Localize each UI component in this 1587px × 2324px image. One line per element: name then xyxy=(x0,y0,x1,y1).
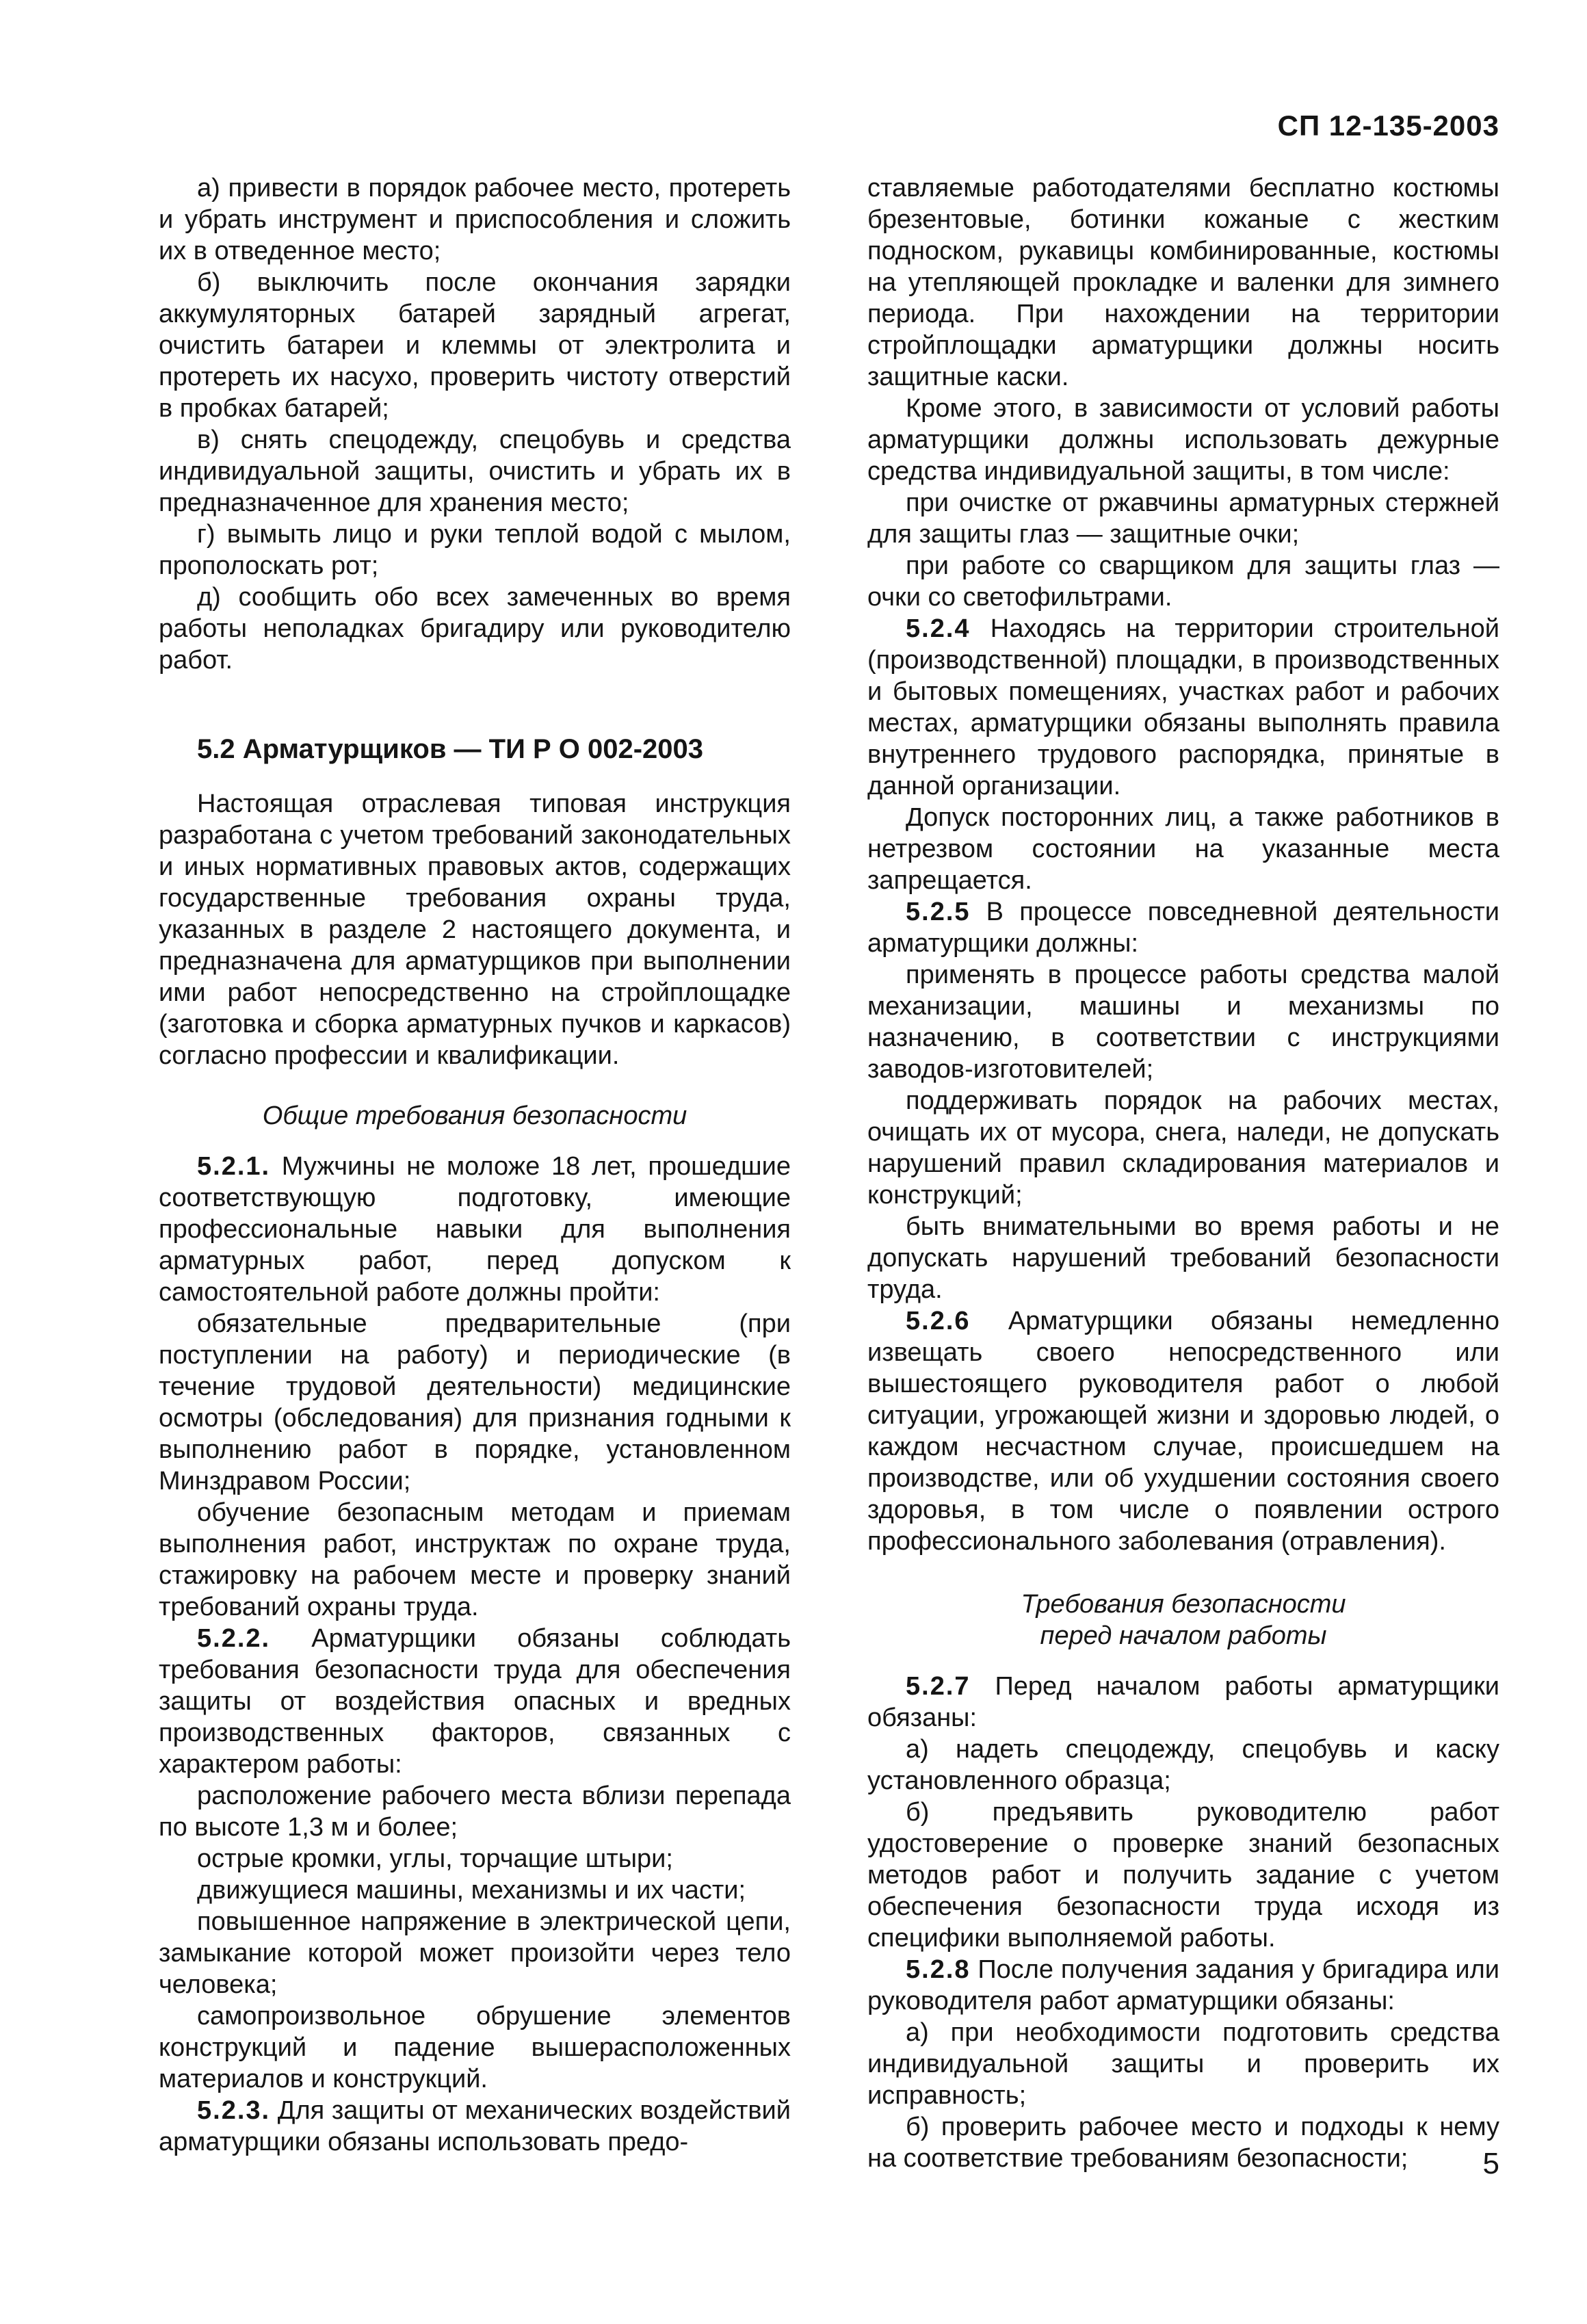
left-column xyxy=(159,172,791,2158)
clause-5-2-7 xyxy=(867,1671,1499,1734)
clause-text: После получения задания у бригадира или руководителя работ арматурщики обязаны: xyxy=(867,1955,1499,2015)
section-intro: Настоящая отраслевая типовая инструкция разработана с учетом требований законодательных и иных нормативных правовых актов, содержащих государственные требования охраны труда, указанных в разделе 2 настоящего документа, и предназначена для арматурщиков при выполнении ими работ непосредственно на стройплощадке (заготовка и сборка арматурных пучков и каркасов) согласно профессии и квалификации. xyxy=(159,789,791,1070)
section-heading: 5.2 Арматурщиков — ТИ Р О 002-2003 xyxy=(197,734,703,764)
clause-5-2-5 xyxy=(867,896,1499,959)
paragraph-continuation: ставляемые работодателями бесплатно костюмы брезентовые, ботинки кожаные с жестким подноском, рукавицы комбинированные, костюмы на утепляющей прокладке и валенки для зимнего периода. При нахождении на территории стройплощадки арматурщики должны носить защитные каски. xyxy=(867,174,1499,391)
clause-number: 5.2.4 xyxy=(906,614,971,643)
clause-number: 5.2.8 xyxy=(906,1955,971,1984)
subheading-before-work xyxy=(867,1589,1499,1651)
clause-number: 5.2.1. xyxy=(197,1152,271,1181)
subheading-general-requirements: Общие требования безопасности xyxy=(262,1101,687,1130)
list-item: самопроизвольное обрушение элементов конструкций и падение вышерасположенных материалов и конструкций. xyxy=(159,2002,791,2093)
clause-5-2-3 xyxy=(159,2095,791,2158)
document-code: СП 12-135-2003 xyxy=(1277,109,1499,142)
clause-5-2-8 xyxy=(867,1954,1499,2017)
clause-number: 5.2.6 xyxy=(906,1307,971,1335)
paragraph: Допуск посторонних лиц, а также работников в нетрезвом состоянии на указанные места запрещается. xyxy=(867,803,1499,895)
list-item: при очистке от ржавчины арматурных стержней для защиты глаз — защитные очки; xyxy=(867,488,1499,549)
list-item: расположение рабочего места вблизи перепада по высоте 1,3 м и более; xyxy=(159,1781,791,1842)
clause-5-2-4 xyxy=(867,613,1499,802)
clause-text: Арматурщики обязаны соблюдать требования безопасности труда для обеспечения защиты от воздействия опасных и вредных производственных факторов, связанных с характером работы: xyxy=(159,1624,791,1779)
list-item: б) проверить рабочее место и подходы к нему на соответствие требованиям безопасности; xyxy=(867,2113,1499,2173)
right-column xyxy=(867,172,1499,2174)
clause-text: Перед началом работы арматурщики обязаны: xyxy=(867,1672,1499,1732)
clause-text: Для защиты от механических воздействий арматурщики обязаны использовать предо- xyxy=(159,2096,791,2156)
paragraph: Кроме этого, в зависимости от условий работы арматурщики должны использовать дежурные средства индивидуальной защиты, в том числе: xyxy=(867,394,1499,486)
list-item: а) надеть спецодежду, спецобувь и каску установленного образца; xyxy=(867,1735,1499,1795)
clause-text: В процессе повседневной деятельности арматурщики должны: xyxy=(867,898,1499,958)
clause-5-2-2 xyxy=(159,1623,791,1780)
list-item: б) предъявить руководителю работ удостоверение о проверке знаний безопасных методов работ и получить задание с учетом обеспечения безопасности труда исходя из специфики выполняемой работы. xyxy=(867,1798,1499,1953)
clause-number: 5.2.5 xyxy=(906,898,971,926)
list-item: обучение безопасным методам и приемам выполнения работ, инструктаж по охране труда, стажировку на рабочем месте и проверку знаний требований охраны труда. xyxy=(159,1498,791,1621)
list-item: острые кромки, углы, торчащие штыри; xyxy=(197,1844,673,1873)
list-item: поддерживать порядок на рабочих местах, очищать их от мусора, снега, наледи, не допускать нарушений правил складирования материалов и конструкций; xyxy=(867,1086,1499,1210)
list-item: а) при необходимости подготовить средства индивидуальной защиты и проверить их исправность; xyxy=(867,2018,1499,2110)
list-item: движущиеся машины, механизмы и их части; xyxy=(197,1876,746,1905)
list-item: применять в процессе работы средства малой механизации, машины и механизмы по назначению, в соответствии с инструкциями заводов-изготовителей; xyxy=(867,961,1499,1084)
clause-5-2-1 xyxy=(159,1151,791,1308)
clause-number: 5.2.2. xyxy=(197,1624,271,1653)
paragraph: в) снять спецодежду, спецобувь и средства индивидуальной защиты, очистить и убрать их в предназначенное для хранения место; xyxy=(159,426,791,517)
clause-number: 5.2.7 xyxy=(906,1672,971,1701)
paragraph: г) вымыть лицо и руки теплой водой с мылом, прополоскать рот; xyxy=(159,520,791,580)
clause-number: 5.2.3. xyxy=(197,2096,271,2125)
list-item: при работе со сварщиком для защиты глаз — очки со светофильтрами. xyxy=(867,551,1499,612)
paragraph: а) привести в порядок рабочее место, протереть и убрать инструмент и приспособления и сложить их в отведенное место; xyxy=(159,174,791,265)
clause-5-2-6 xyxy=(867,1305,1499,1557)
subheading-line: Требования безопасности xyxy=(1021,1590,1346,1619)
paragraph: б) выключить после окончания зарядки аккумуляторных батарей зарядный агрегат, очистить батареи и клеммы от электролита и протереть их насухо, проверить чистоту отверстий в пробках батарей; xyxy=(159,268,791,423)
clause-text: Арматурщики обязаны немедленно извещать своего непосредственного или вышестоящего руководителя работ о любой ситуации, угрожающей жизни и здоровью людей, о каждом несчастном случае, происшедшем на производстве, или об ухудшении состояния своего здоровья, в том числе о появлении острого профессионального заболевания (отравления). xyxy=(867,1307,1499,1556)
page-number: 5 xyxy=(1482,2147,1499,2180)
clause-text: Мужчины не моложе 18 лет, прошедшие соответствующую подготовку, имеющие профессиональные навыки для выполнения арматурных работ, перед допуском к самостоятельной работе должны пройти: xyxy=(159,1152,791,1307)
list-item: быть внимательными во время работы и не допускать нарушений требований безопасности труда. xyxy=(867,1212,1499,1304)
clause-text: Находясь на территории строительной (производственной) площадки, в производственных и бытовых помещениях, участках работ и рабочих местах, арматурщики обязаны выполнять правила внутреннего трудового распорядка, принятые в данной организации. xyxy=(867,614,1499,800)
paragraph: д) сообщить обо всех замеченных во время работы неполадках бригадиру или руководителю работ. xyxy=(159,583,791,675)
list-item: повышенное напряжение в электрической цепи, замыкание которой может произойти через тело человека; xyxy=(159,1907,791,1999)
subheading-line: перед началом работы xyxy=(1040,1621,1327,1650)
list-item: обязательные предварительные (при поступлении на работу) и периодические (в течение трудовой деятельности) медицинские осмотры (обследования) для признания годными к выполнению работ в порядке, установленном Минздравом России; xyxy=(159,1309,791,1496)
